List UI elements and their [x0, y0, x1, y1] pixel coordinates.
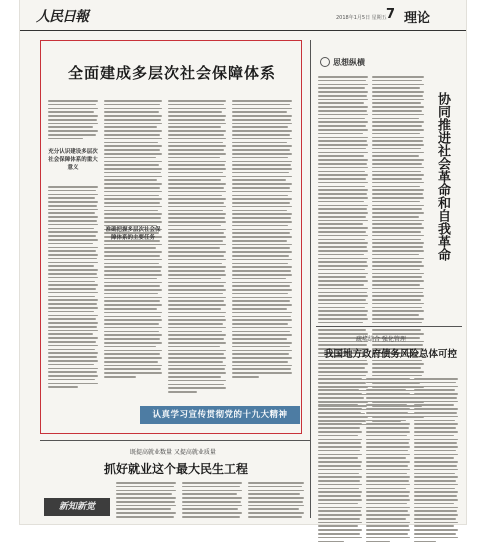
- feature-subhead-1: 充分认识建设多层次社会保障体系的重大意义: [48, 149, 98, 171]
- column-name: 思想纵横: [333, 57, 365, 67]
- column-emblem-icon: [320, 57, 330, 67]
- masthead: [20, 0, 466, 31]
- feature-text-column-1: [48, 100, 98, 142]
- bottom-kicker: 既提高就业数量 又提高就业质量: [130, 449, 216, 456]
- column-divider: [310, 40, 311, 518]
- bottom-text-column-1: [116, 482, 176, 520]
- right-headline: 我国地方政府债务风险总体可控: [324, 349, 458, 360]
- column-stamp: 新知新觉: [44, 498, 110, 516]
- bottom-text-column-2: [182, 482, 242, 520]
- bottom-divider: [40, 440, 310, 441]
- page-number: 7: [386, 7, 396, 22]
- right-lower-text-1: [318, 378, 362, 544]
- bottom-text-column-3: [248, 482, 304, 520]
- right-text-column-2: [372, 76, 424, 424]
- right-lower-text-2: [366, 378, 410, 544]
- column-tag: [320, 55, 365, 69]
- feature-headline: 全面建成多层次社会保障体系: [67, 64, 276, 82]
- vertical-headline: 协同推进社会革命和自我革命: [435, 92, 450, 261]
- campaign-banner: 认真学习宣传贯彻党的十九大精神: [140, 406, 300, 424]
- section-name: 理论: [404, 11, 431, 26]
- right-kicker: 疏堵结合 强化管理: [356, 336, 406, 343]
- newspaper-page: [20, 0, 466, 524]
- right-lower-text-3: [414, 378, 458, 544]
- bottom-headline: 抓好就业这个最大民生工程: [104, 462, 249, 476]
- feature-text-column-3: [168, 100, 226, 395]
- feature-text-column-4: [232, 100, 292, 380]
- newspaper-logo: 人民日報: [36, 9, 88, 25]
- issue-date: 2018年1月5日 星期五: [336, 15, 387, 21]
- feature-text-column-1-lower: [48, 186, 98, 390]
- section-divider: [316, 326, 462, 327]
- feature-subhead-2: 准确把握多层次社会保障体系的主要任务: [105, 227, 161, 241]
